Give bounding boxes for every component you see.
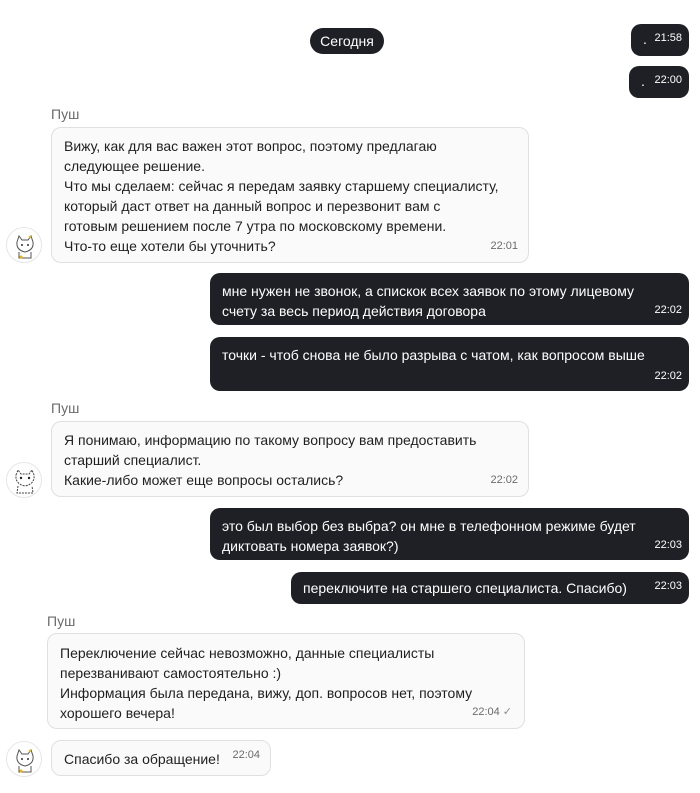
message-line: Спасибо за обращение!	[64, 751, 220, 767]
sender-name: Пуш	[47, 613, 76, 629]
message-time	[472, 702, 512, 722]
message-line: готовым решением после 7 утра по московскому времени.	[64, 218, 447, 234]
message-time: 22:00	[654, 74, 682, 86]
date-divider: Сегодня	[310, 28, 384, 54]
message-time: 22:03	[654, 539, 682, 551]
read-check-icon: ✓	[502, 706, 512, 718]
bot-cat-avatar-icon	[6, 741, 42, 777]
outgoing-message[interactable]	[210, 273, 689, 325]
message-line: диктовать номера заявок?)	[222, 538, 399, 554]
message-time: 22:02	[654, 370, 682, 382]
sender-name: Пуш	[51, 400, 80, 416]
bot-cat-avatar-icon	[6, 462, 42, 498]
incoming-message[interactable]	[47, 633, 525, 729]
message-line: мне нужен не звонок, а спискок всех заявок по этому лицевому	[222, 283, 634, 299]
message-line: Что-то еще хотели бы уточнить?	[64, 238, 276, 254]
message-line: Я понимаю, информацию по такому вопросу вам предоставить	[64, 432, 477, 448]
incoming-message[interactable]	[51, 127, 529, 263]
message-line: Переключение сейчас невозможно, данные специалисты	[60, 645, 435, 661]
message-line: Вижу, как для вас важен этот вопрос, поэтому предлагаю	[64, 138, 437, 154]
message-time: 22:01	[490, 240, 518, 252]
message-time: 22:02	[490, 474, 518, 486]
message-time: 22:03	[654, 580, 682, 592]
message-time: 22:02	[654, 304, 682, 316]
message-text: .	[643, 31, 647, 47]
outgoing-message[interactable]	[291, 572, 689, 604]
message-time-value: 22:04	[472, 706, 500, 718]
message-line: хорошего вечера!	[60, 705, 175, 721]
outgoing-message[interactable]	[210, 508, 689, 560]
message-line: Что мы сделаем: сейчас я передам заявку старшему специалисту,	[64, 178, 499, 194]
message-time: 21:58	[654, 32, 682, 44]
message-line: счету за весь период действия договора	[222, 303, 486, 319]
outgoing-message[interactable]	[629, 66, 689, 98]
outgoing-message[interactable]	[631, 24, 689, 56]
sender-name: Пуш	[51, 106, 80, 122]
incoming-message[interactable]	[51, 421, 529, 497]
message-line: перезванивают самостоятельно :)	[60, 665, 282, 681]
message-line: который даст ответ на данный вопрос и перезвонит вам с	[64, 198, 441, 214]
message-text: .	[641, 73, 645, 89]
message-line: следующее решение.	[64, 158, 205, 174]
message-line: переключите на старшего специалиста. Спасибо)	[303, 580, 627, 596]
message-line: точки - чтоб снова не было разрыва с чатом, как вопросом выше	[222, 347, 645, 363]
message-line: Информация была передана, вижу, доп. вопросов нет, поэтому	[60, 685, 473, 701]
message-line: это был выбор без выбра? он мне в телефонном режиме будет	[222, 518, 636, 534]
message-line: Какие-либо может еще вопросы остались?	[64, 472, 344, 488]
outgoing-message[interactable]	[210, 337, 689, 391]
incoming-message[interactable]	[51, 740, 271, 776]
bot-cat-avatar-icon	[6, 227, 42, 263]
message-line: старший специалист.	[64, 452, 202, 468]
message-time: 22:04	[232, 749, 260, 761]
